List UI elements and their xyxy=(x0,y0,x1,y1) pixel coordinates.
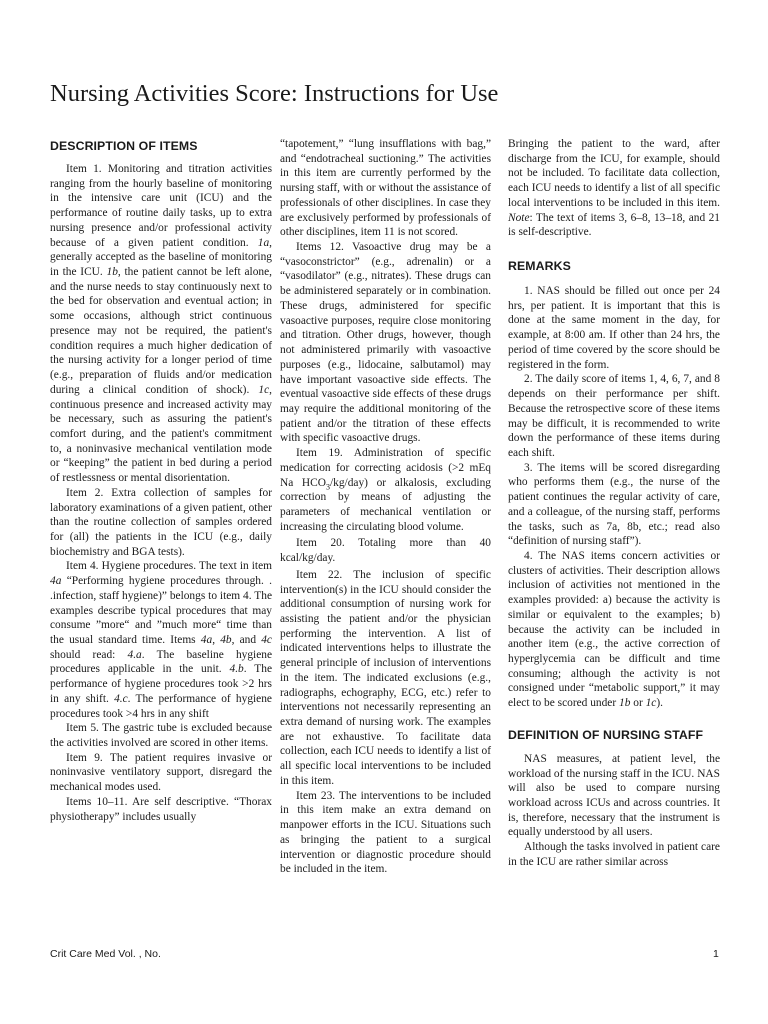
remark-3: 3. The items will be scored disregarding who performs them (e.g., the nurse of the patient continues the regular activity of care, and a colleague, of the nursing staff, performs the tasks, such as 7a, 8b, etc.; read also “definition of nursing staff”). xyxy=(508,461,720,548)
item-1-paragraph: Item 1. Monitoring and titration activities ranging from the hourly baseline of monitoring in the intensive care unit (ICU) and the performance of routine daily tasks, up to extra nursing presence and/or professional activity because of a given patient condition. 1a, generally accepted as the baseline of monitoring in the ICU. 1b, the patient cannot be left alone, and the nurse needs to stay continuously next to the bed for observation and eventual action; in some occasions, although strict continuous presence may not be required, the patient's condition requires a much higher dedication of the nursing activity for a longer period of time (e.g., preparation of fluids and/or medication during a clinical condition of shock). 1c, continuous presence and increased activity may be necessary, such as assuring the patient's comfort during, and the patient's commitment to, a noninvasive mechanical ventilation mode or “keeping” the patient in bed during a period of restlessness or mental disorientation. xyxy=(50,163,273,485)
page-number: 1 xyxy=(713,948,719,960)
note-label: Note xyxy=(508,211,530,224)
item-12-label: Items 12. xyxy=(296,241,344,254)
item-12-paragraph: Items 12. Vasoactive drug may be a “vasoconstrictor” (e.g., adrenalin) or a “vasodilator” (e.g., nitrates). These drugs can be administered separately or in combination. These drugs, administered for specific vasoactive purposes, require close monitoring and titration. Other drugs, however, though not administered primarily with vasoactive purposes (e.g., lidocaine, salbutamol) may have important vasoactive side effects. The eventual vasoactive side effects of these drugs may require the additional monitoring of the patient and/or the titration of these effects with specific vasoactive drugs. xyxy=(280,241,491,445)
section-heading-definition: DEFINITION OF NURSING STAFF xyxy=(508,727,704,742)
item-10-11-paragraph: Items 10–11. Are self descriptive. “Thorax physiotherapy” includes usually xyxy=(50,795,272,823)
column-1 xyxy=(50,138,272,824)
page-title: Nursing Activities Score: Instructions for Use xyxy=(50,80,499,107)
column-3 xyxy=(508,137,720,870)
item-23-paragraph: Item 23. The interventions to be included in this item make an extra demand on manpower efforts in the ICU. Situations such as bringing the patient to a surgical intervention or diagnostic procedure should be included in the item. xyxy=(280,789,491,876)
item-23-continuation: Bringing the patient to the ward, after discharge from the ICU, for example, should not be included. To facilitate data collection, each ICU needs to identify a list of all specific local interventions to be included in this item. Note: The text of items 3, 6–8, 13–18, and 21 is self-descriptive. xyxy=(508,138,720,239)
remark-2: 2. The daily score of items 1, 4, 6, 7, and 8 depends on their performance per shift. Because the retrospective score of these items may be difficult, it is recommended to write down the performance of these items during each shift. xyxy=(508,373,720,459)
item-1-label: Item 1. xyxy=(66,163,102,175)
definition-paragraph-1: NAS measures, at patient level, the workload of the nursing staff in the ICU. NAS will also be used to compare nursing workload across ICUs and across countries. It is, therefore, necessary that the instrument is equally understood by all users. xyxy=(508,752,720,839)
section-heading-remarks: REMARKS xyxy=(508,259,571,274)
item-9-paragraph: Item 9. The patient requires invasive or noninvasive ventilatory support, disregard the mechanical modes used. xyxy=(50,751,273,794)
item-10-11-label: Items 10–11. xyxy=(66,795,128,808)
item-20-label: Item 20. xyxy=(296,537,345,550)
item-5-paragraph: Item 5. The gastric tube is excluded because the activities involved are scored in other items. xyxy=(50,722,273,750)
footer-journal: Crit Care Med Vol. , No. xyxy=(50,948,161,960)
definition-paragraph-2: Although the tasks involved in patient care in the ICU are rather similar across xyxy=(508,841,720,868)
item-22-paragraph: Item 22. The inclusion of specific intervention(s) in the ICU should consider the additional consumption of nursing work for assisting the patient and/or the physician performing the intervention. A list of indicated interventions helps to illustrate the general principle of inclusion of interventions in the item. The indicated exclusions (e.g., radiographs, echography, ECG, etc.) refer to interventions not necessarily representing an extra demand of nursing work. The examples are not exhaustive. To facilitate data collection, each ICU needs to identify a list of all specific local interventions to be included in this item. xyxy=(280,568,491,787)
item-19-label: Item 19. xyxy=(296,447,343,460)
remark-4: 4. The NAS items concern activities or clusters of activities. Their description allows inclusion of activities not mentioned in the examples provided: a) because the activity is similar or equivalent to the examples; b) because the activity can be included in another item (e.g., the active correction of hyperglycemia can be difficult and time consuming; although the activity is not consigned under “metabolic support,” it may elect to be scored under 1b or 1c). xyxy=(508,549,720,710)
item-19-paragraph: Item 19. Administration of specific medication for correcting acidosis (>2 mEq Na $HCO_3/kg/day$) or alkalosis, excluding correction by means of adjusting the parameters of mechanical ventilation or increasing the circulating blood volume. xyxy=(280,447,491,533)
item-9-label: Item 9. xyxy=(66,751,103,764)
column-2 xyxy=(280,137,491,877)
item-2-label: Item 2. xyxy=(66,486,104,499)
item-23-label: Item 23. xyxy=(296,789,336,802)
section-heading-description: DESCRIPTION OF ITEMS xyxy=(50,139,198,153)
item-2-paragraph: Item 2. Extra collection of samples for laboratory examinations of a given patient, other than the routine collection of samples ordered for (all) the patients in the ICU (e.g., daily biochemistry and BGA tests). xyxy=(50,486,272,558)
item-20-paragraph: Item 20. Totaling more than 40 kcal/kg/day. xyxy=(280,537,492,565)
item-22-label: Item 22. xyxy=(296,568,343,581)
item-5-label: Item 5. xyxy=(66,722,99,735)
item-11-continuation: “tapotement,” “lung insufflations with bag,” and “endotracheal suctioning.” The activities in this item are currently performed by the nursing staff, with or without the assistance of professionals of other disciplines. In case they are exclusively performed by professionals of other disciplines, item 11 is not scored. xyxy=(280,138,491,239)
remark-1: 1. NAS should be filled out once per 24 hrs, per patient. It is important that this is done at the same moment in the day, for example, at 8:00 am. If other than 24 hrs, the period of time covered by the score should be registered in the form. xyxy=(508,285,720,371)
item-4-paragraph: Item 4. Hygiene procedures. The text in item 4a “Performing hygiene procedures through. . .infection, staff hygiene)” belongs to item 4. The examples describe typical procedures that may consume ”more“ and ”much more“ time than the usual standard time. Items 4a, 4b, and 4c should read: 4.a. The baseline hygiene procedures applicable in the unit. 4.b. The performance of hygiene procedures took >2 hrs in any shift. 4.c. The performance of hygiene procedures took >4 hrs in any shift xyxy=(50,560,273,720)
item-4-label: Item 4. xyxy=(66,560,99,573)
